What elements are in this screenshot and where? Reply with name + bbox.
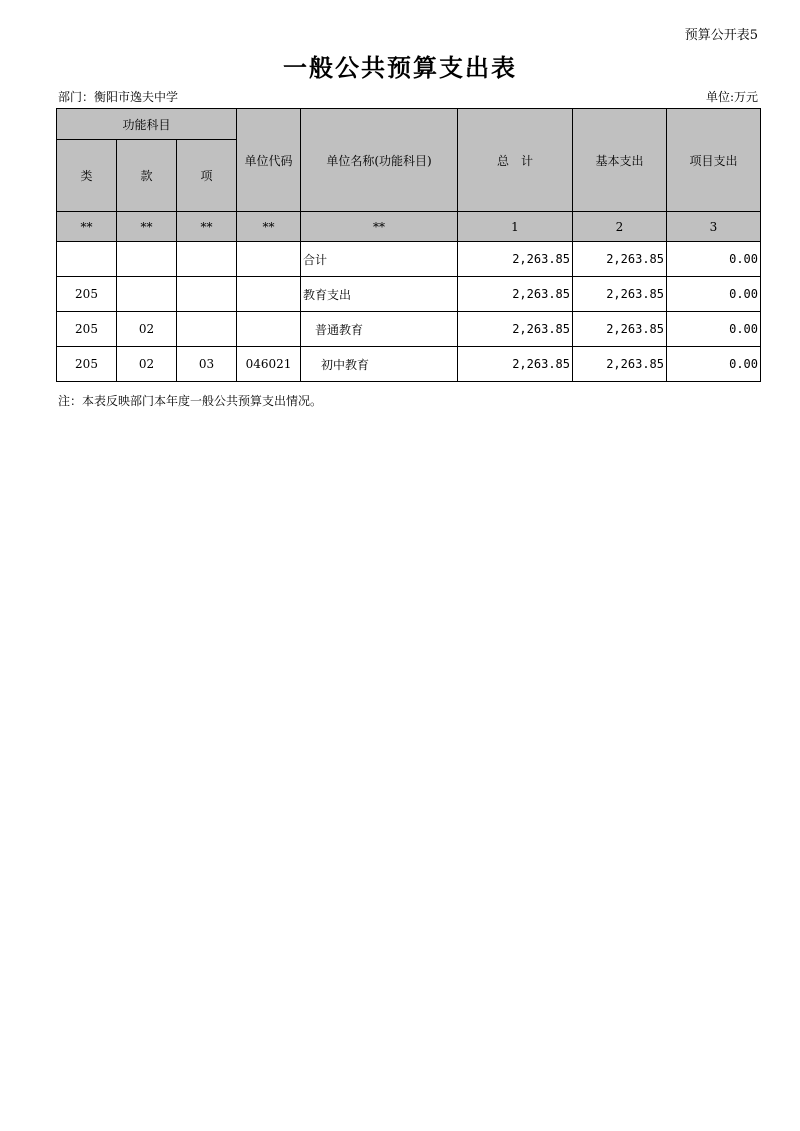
header-basic-expenditure: 基本支出 [573,109,667,212]
index-cell: ** [237,212,301,242]
cell-unit-code [237,242,301,277]
cell-total: 2,263.85 [458,242,573,277]
cell-xiang [177,242,237,277]
cell-basic: 2,263.85 [573,312,667,347]
table-footnote: 注：本表反映部门本年度一般公共预算支出情况。 [58,394,323,408]
header-xiang: 项 [177,140,237,212]
cell-unit-name: 普通教育 [301,312,458,347]
cell-kuan: 02 [117,312,177,347]
cell-unit-name: 教育支出 [301,277,458,312]
index-cell: ** [177,212,237,242]
header-total: 总 计 [458,109,573,212]
cell-lei: 205 [57,312,117,347]
index-cell: ** [117,212,177,242]
table-row [57,347,761,382]
table-row [57,312,761,347]
header-unit-name: 单位名称(功能科目) [301,109,458,212]
header-project-expenditure: 项目支出 [667,109,761,212]
cell-unit-code [237,277,301,312]
cell-lei: 205 [57,277,117,312]
cell-basic: 2,263.85 [573,242,667,277]
index-cell: 3 [667,212,761,242]
index-cell: 2 [573,212,667,242]
cell-unit-code [237,312,301,347]
header-lei: 类 [57,140,117,212]
table-row [57,242,761,277]
cell-unit-name: 初中教育 [301,347,458,382]
cell-basic: 2,263.85 [573,277,667,312]
cell-project: 0.00 [667,312,761,347]
cell-kuan: 02 [117,347,177,382]
cell-lei [57,242,117,277]
form-number-label: 预算公开表5 [684,28,758,43]
cell-project: 0.00 [667,242,761,277]
cell-project: 0.00 [667,277,761,312]
header-kuan: 款 [117,140,177,212]
page-title: 一般公共预算支出表 [283,53,517,82]
index-cell: ** [301,212,458,242]
cell-kuan [117,277,177,312]
unit-label: 单位:万元 [705,90,758,104]
cell-xiang: 03 [177,347,237,382]
cell-total: 2,263.85 [458,277,573,312]
cell-kuan [117,242,177,277]
header-unit-code: 单位代码 [237,109,301,212]
index-cell: 1 [458,212,573,242]
cell-xiang [177,277,237,312]
cell-unit-name: 合计 [301,242,458,277]
header-function-subject: 功能科目 [57,109,237,140]
budget-expenditure-table [56,108,761,382]
cell-xiang [177,312,237,347]
cell-unit-code: 046021 [237,347,301,382]
cell-total: 2,263.85 [458,312,573,347]
cell-basic: 2,263.85 [573,347,667,382]
cell-project: 0.00 [667,347,761,382]
table-row [57,277,761,312]
index-cell: ** [57,212,117,242]
cell-lei: 205 [57,347,117,382]
cell-total: 2,263.85 [458,347,573,382]
department-label: 部门：衡阳市逸夫中学 [58,90,179,104]
